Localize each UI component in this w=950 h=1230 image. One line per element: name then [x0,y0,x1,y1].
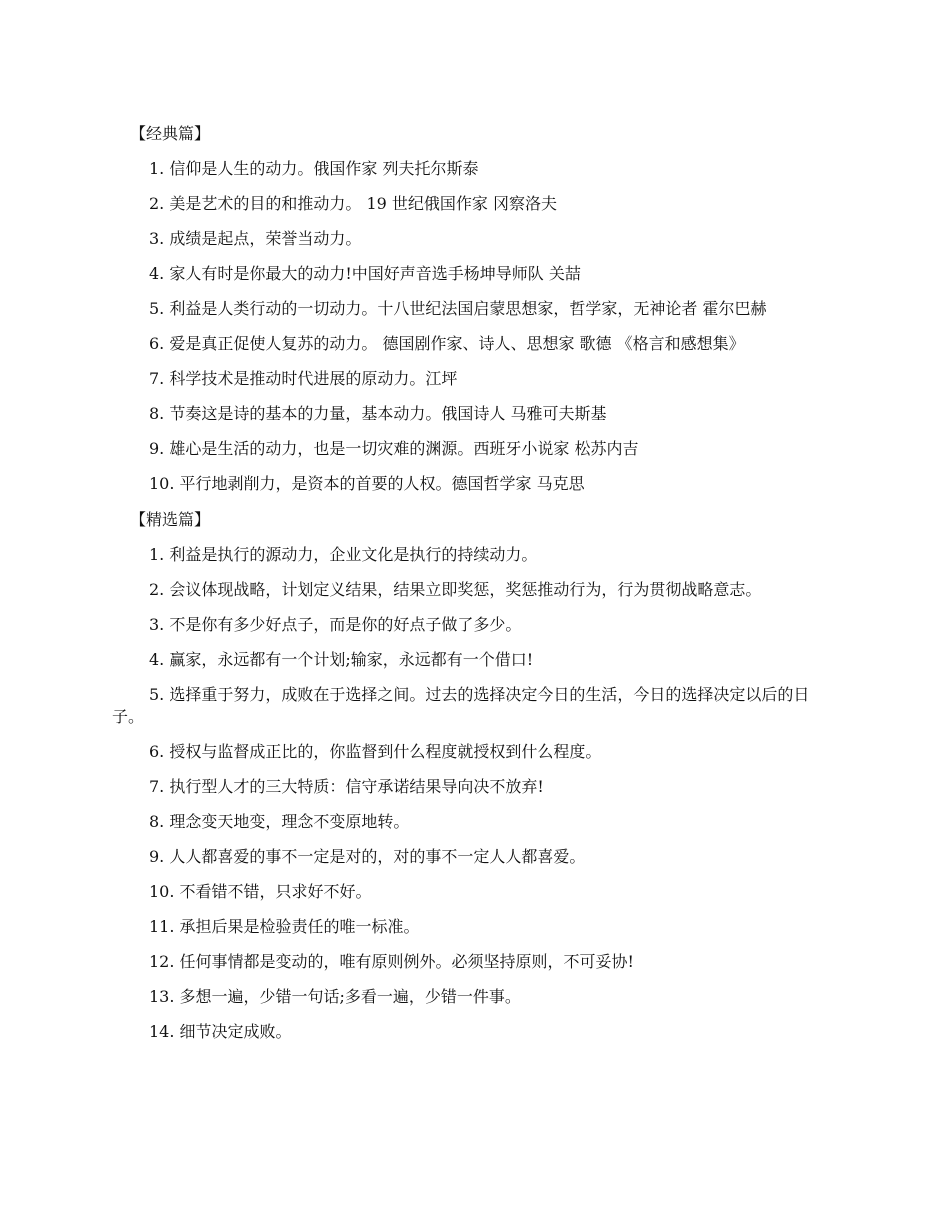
quote-item: 8. 节奏这是诗的基本的力量，基本动力。俄国诗人 马雅可夫斯基 [149,404,607,423]
quote-item: 6. 爱是真正促使人复苏的动力。 德国剧作家、诗人、思想家 歌德 《格言和感想集》 [149,334,745,353]
quote-item: 11. 承担后果是检验责任的唯一标准。 [149,917,420,936]
quote-item: 2. 会议体现战略，计划定义结果，结果立即奖惩，奖惩推动行为，行为贯彻战略意志。 [149,580,762,599]
quote-item: 9. 人人都喜爱的事不一定是对的，对的事不一定人人都喜爱。 [149,847,586,866]
quote-item: 7. 执行型人才的三大特质：信守承诺结果导向决不放弃! [149,777,544,796]
quote-item: 4. 家人有时是你最大的动力!中国好声音选手杨坤导师队 关喆 [149,264,581,283]
quote-item: 8. 理念变天地变，理念不变原地转。 [149,812,410,831]
quote-item: 2. 美是艺术的目的和推动力。 19 世纪俄国作家 冈察洛夫 [149,194,557,213]
section-heading-classic: 【经典篇】 [130,124,211,143]
quote-item: 10. 平行地剥削力，是资本的首要的人权。德国哲学家 马克思 [149,474,585,493]
quote-item: 5. 选择重于努力，成败在于选择之间。过去的选择决定今日的生活，今日的选择决定以后的日子。 [112,685,810,726]
quote-item: 3. 成绩是起点，荣誉当动力。 [149,229,362,248]
quote-item: 1. 信仰是人生的动力。俄国作家 列夫托尔斯泰 [149,159,479,178]
quote-item: 5. 利益是人类行动的一切动力。十八世纪法国启蒙思想家，哲学家，无神论者 霍尔巴赫 [149,299,767,318]
quote-item: 1. 利益是执行的源动力，企业文化是执行的持续动力。 [149,545,538,564]
quote-item: 9. 雄心是生活的动力，也是一切灾难的渊源。西班牙小说家 松苏内吉 [149,439,639,458]
quote-item: 12. 任何事情都是变动的，唯有原则例外。必须坚持原则，不可妥协! [149,952,634,971]
quote-item: 4. 赢家，永远都有一个计划;输家，永远都有一个借口! [149,650,534,669]
quote-item: 10. 不看错不错，只求好不好。 [149,882,372,901]
quote-item: 6. 授权与监督成正比的，你监督到什么程度就授权到什么程度。 [149,742,602,761]
quote-item: 14. 细节决定成败。 [149,1022,292,1041]
section-heading-selected: 【精选篇】 [130,510,211,529]
document-body [112,122,840,1056]
quote-item: 13. 多想一遍，少错一句话;多看一遍，少错一件事。 [149,987,521,1006]
quote-item: 7. 科学技术是推动时代进展的原动力。江坪 [149,369,458,388]
quote-item: 3. 不是你有多少好点子，而是你的好点子做了多少。 [149,615,522,634]
